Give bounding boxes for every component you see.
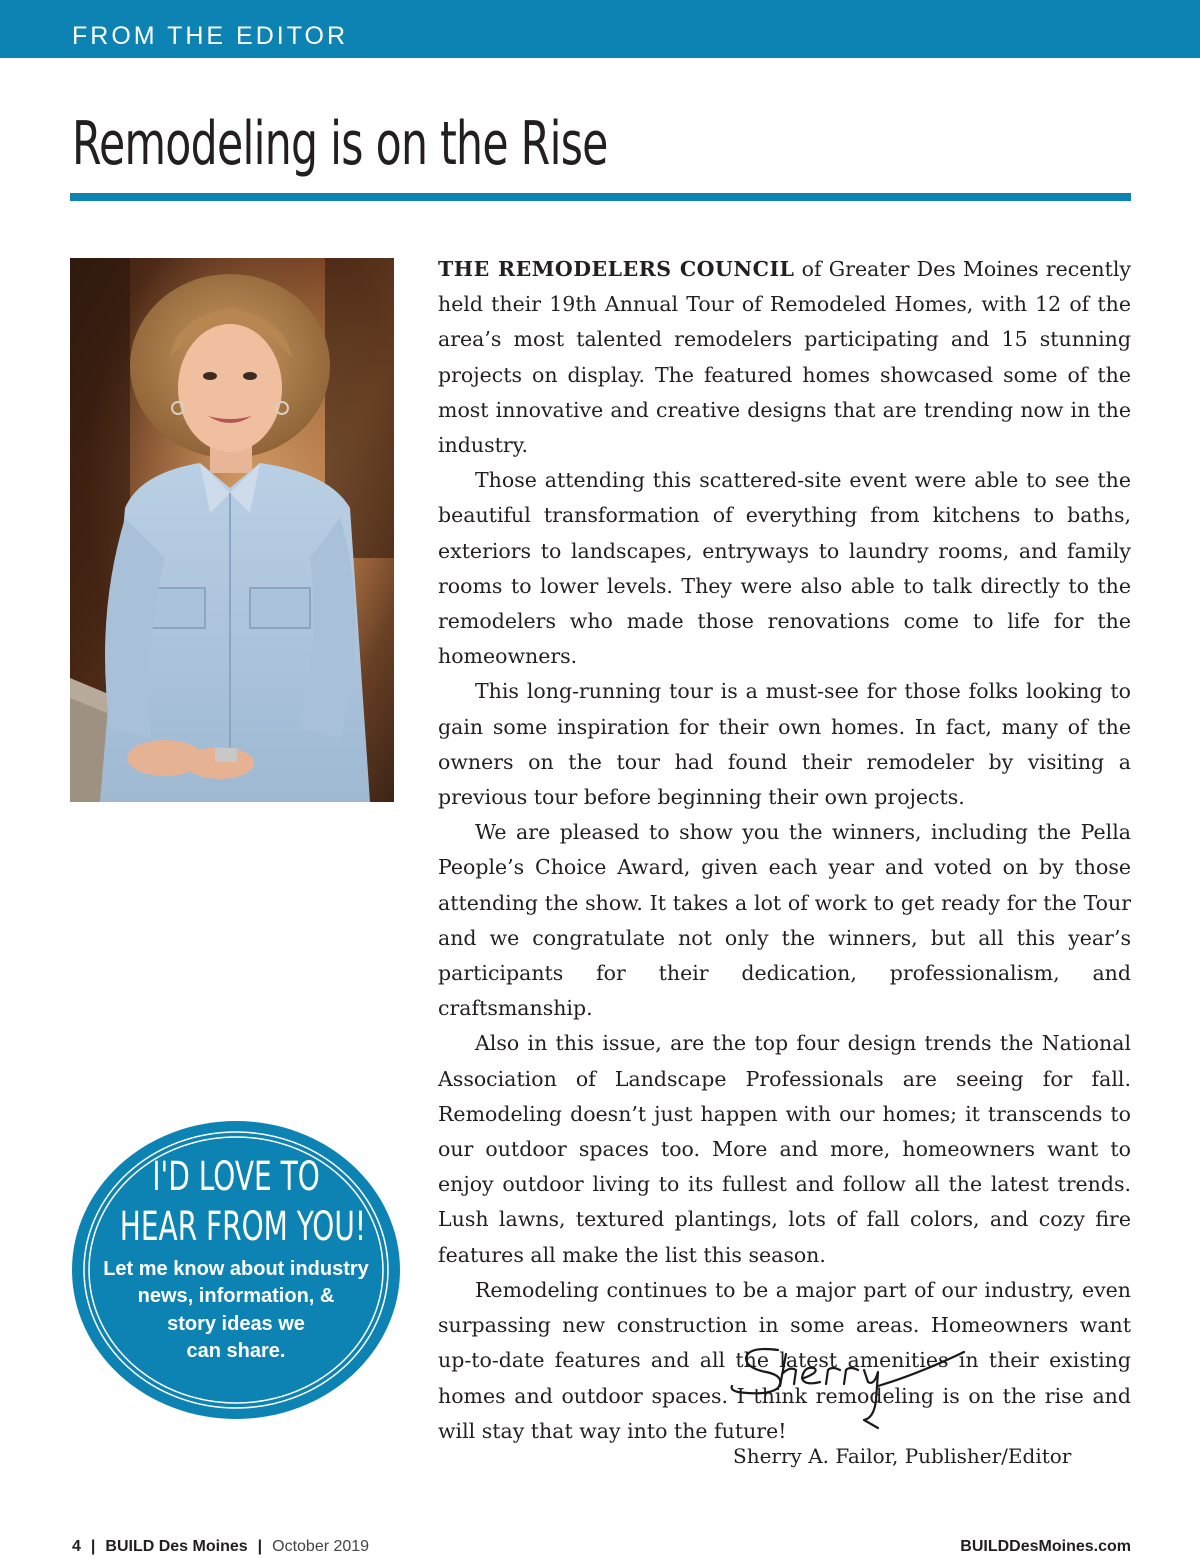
article-paragraph: Remodeling continues to be a major part of our industry, even surpassing new construction in some areas. Homeowners want up-to-date features and all the latest amenities in their existing homes and outdoor spaces. I think remodeling is on the rise and will stay that way into the future! <box>438 1277 1131 1443</box>
callout-body-line-1: Let me know about industry <box>103 1258 369 1280</box>
publication-name: BUILD Des Moines <box>105 1538 248 1555</box>
editor-letter-body <box>438 252 1131 1449</box>
website-link[interactable]: BUILDDesMoines.com <box>960 1538 1131 1555</box>
article-paragraph <box>438 252 1131 463</box>
editor-portrait-photo <box>70 258 394 802</box>
callout-heading-line-2: HEAR FROM YOU! <box>119 1204 367 1250</box>
issue-date: October 2019 <box>272 1538 370 1555</box>
page-number: 4 <box>72 1538 81 1555</box>
callout-heading-line-1: I'D LOVE TO <box>152 1154 320 1200</box>
page-footer <box>72 1535 1131 1559</box>
contact-callout-badge <box>70 1120 402 1420</box>
article-lead-in: THE REMODELERS COUNCIL <box>438 257 795 281</box>
handwritten-signature <box>728 1342 978 1432</box>
callout-body-line-4: can share. <box>186 1340 286 1362</box>
footer-separator: | <box>90 1538 96 1555</box>
footer-separator: | <box>257 1538 263 1555</box>
callout-body-line-2: news, information, & <box>137 1285 335 1307</box>
signoff-name-title: Sherry A. Failor, Publisher/Editor <box>733 1444 1072 1468</box>
page-title: Remodeling is on the Rise <box>72 109 608 179</box>
title-underline-rule <box>70 193 1131 201</box>
article-paragraph: Those attending this scattered-site event were able to see the beautiful transformation of everything from kitchens to baths, exteriors to landscapes, entryways to laundry rooms, and family rooms to lower levels. They were also able to talk directly to the remodelers who made those renovations come to life for the homeowners. <box>438 468 1131 669</box>
article-paragraph: Also in this issue, are the top four design trends the National Association of Landscape Professionals are seeing for fall. Remodeling doesn’t just happen with our homes; it transcends to our outdoor spaces too. More and more, homeowners want to enjoy outdoor living to its fullest and follow all the latest trends. Lush lawns, textured plantings, lots of fall colors, and cozy fire features all make the list this season. <box>438 1031 1131 1267</box>
section-label: FROM THE EDITOR <box>72 22 349 50</box>
article-paragraph: This long-running tour is a must-see for those folks looking to gain some inspiration for their own homes. In fact, many of the owners on the tour had found their remodeler by visiting a previous tour before beginning their own projects. <box>438 679 1131 810</box>
article-paragraph-1-text: of Greater Des Moines recently held their 19th Annual Tour of Remodeled Homes, with 12 of the area’s most talented remodelers participating and 15 stunning projects on display. The featured homes showcased some of the most innovative and creative designs that are trending now in the industry. <box>438 257 1131 458</box>
callout-body-line-3: story ideas we <box>167 1313 305 1335</box>
article-paragraph: We are pleased to show you the winners, including the Pella People’s Choice Award, given each year and voted on by those attending the show. It takes a lot of work to get ready for the Tour and we congratulate not only the winners, but all this year’s participants for their dedication, professionalism, and craftsmanship. <box>438 820 1131 1021</box>
